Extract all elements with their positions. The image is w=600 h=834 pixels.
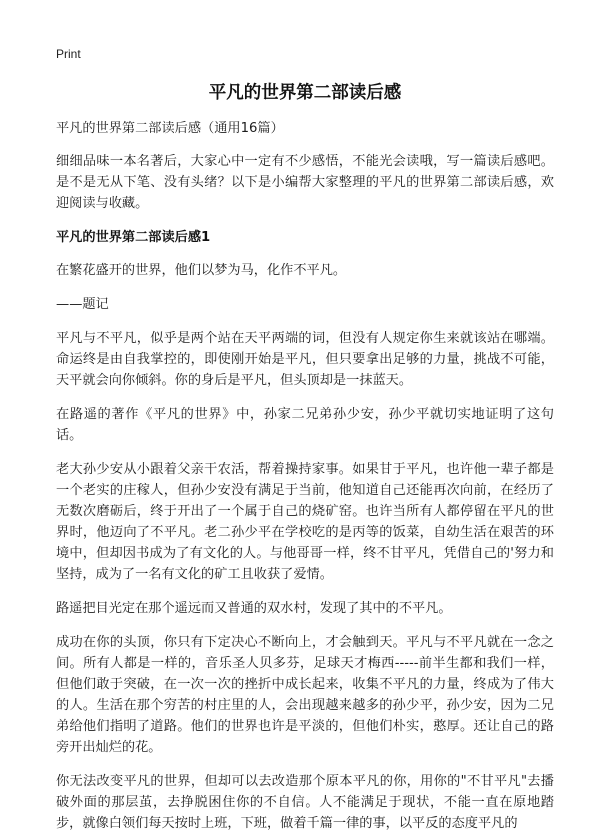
print-label[interactable]: Print — [56, 47, 81, 61]
intro-paragraph: 细细品味一本名著后，大家心中一定有不少感悟，不能光会读哦，写一篇读后感吧。是不是无从下笔、没有头绪？以下是小编帮大家整理的平凡的世界第二部读后感，欢迎阅读与收藏。 — [56, 154, 554, 211]
epigraph-attribution: ——题记 — [56, 297, 109, 312]
body-paragraph: 在路遥的著作《平凡的世界》中，孙家二兄弟孙少安，孙少平就切实地证明了这句话。 — [56, 407, 554, 443]
page-title: 平凡的世界第二部读后感 — [208, 83, 402, 103]
body-paragraph: 在繁花盛开的世界，他们以梦为马，化作不平凡。 — [56, 263, 347, 278]
body-paragraph: 成功在你的头顶，你只有下定决心不断向上，才会触到天。平凡与不平凡就在一念之间。所有人都是一样的，音乐圣人贝多芬，足球天才梅西-----前半生都和我们一样，但他们敢于突破，在一次一次的挫折中成长起来，收集不平凡的力量，终成为了伟大的人。生活在那个穷苦的村庄里的人，会出现越来越多的孙少平，孙少安，因为二兄弟给他们指明了道路。他们的世界也许是平淡的，但他们朴实，憨厚。还让自己的路旁开出灿烂的花。 — [56, 635, 554, 755]
body-paragraph: 老大孙少安从小跟着父亲干农活，帮着操持家事。如果甘于平凡，也许他一辈子都是一个老实的庄稼人，但孙少安没有满足于当前，他知道自己还能再次向前，在经历了无数次磨砺后，终于开出了一个属于自己的烧矿窑。也许当所有人都停留在平凡的世界时，他迈向了不平凡。老二孙少平在学校吃的是丙等的饭菜，自幼生活在艰苦的环境中，但却因书成为了有文化的人。与他哥哥一样，终不甘平凡，凭借自己的'努力和坚持，成为了一名有文化的矿工且收获了爱情。 — [56, 462, 554, 582]
document-subtitle: 平凡的世界第二部读后感（通用16篇） — [56, 121, 284, 136]
section-heading: 平凡的世界第二部读后感1 — [56, 230, 211, 245]
body-paragraph: 路遥把目光定在那个遥远而又普通的双水村，发现了其中的不平凡。 — [56, 601, 452, 616]
body-paragraph: 平凡与不平凡，似乎是两个站在天平两端的词，但没有人规定你生来就该站在哪端。命运终是由自我掌控的，即使刚开始是平凡，但只要拿出足够的力量，挑战不可能，天平就会向你倾斜。你的身后是平凡，但头顶却是一抹蓝天。 — [56, 331, 554, 388]
body-paragraph: 你无法改变平凡的世界，但却可以去改造那个原本平凡的你，用你的"不甘平凡"去播破外面的那层茧，去挣脱困住你的不自信。人不能满足于现状，不能一直在原地踏步，就像白领们每天按时上班，下班，做着千篇一律的事，以平反的态度平凡的 — [56, 774, 554, 831]
